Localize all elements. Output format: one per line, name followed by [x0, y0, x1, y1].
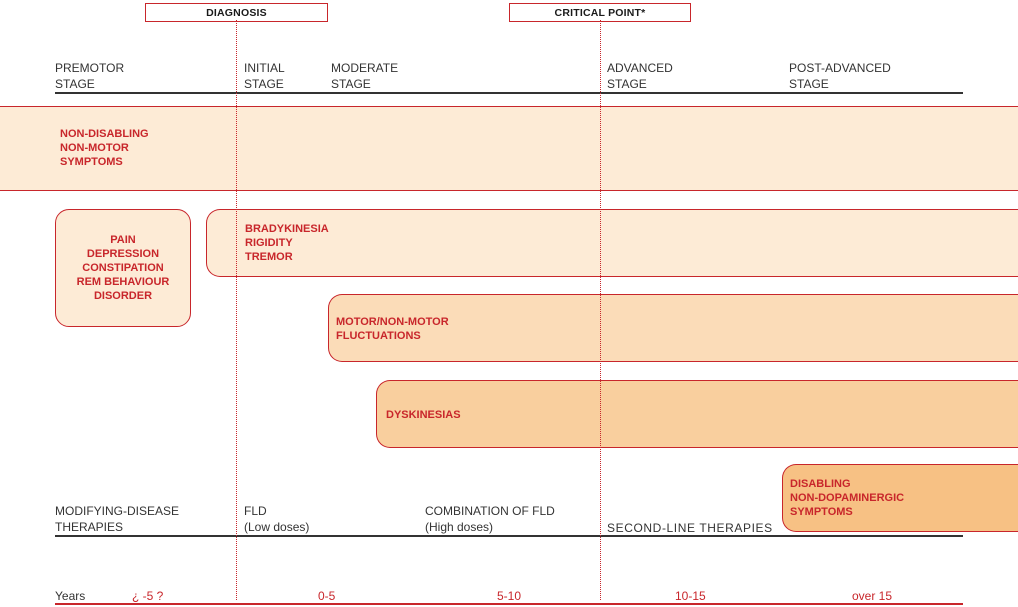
stage-advanced: [607, 60, 673, 92]
fluctuations-label: MOTOR/NON-MOTOR FLUCTUATIONS: [336, 316, 449, 342]
therapy-second-line: SECOND-LINE THERAPIES: [607, 521, 773, 535]
critical-point-label: CRITICAL POINT*: [554, 6, 646, 19]
stage-initial: [244, 60, 285, 92]
years-axis-label: Years: [55, 589, 86, 603]
stage-initial-line1: INITIAL: [244, 61, 285, 75]
dyskinesias-label: DYSKINESIAS: [386, 409, 461, 421]
stage-post-advanced: [789, 60, 891, 92]
year-5-10: 5-10: [497, 589, 522, 603]
stage-premotor-line1: PREMOTOR: [55, 61, 125, 75]
stage-underline: [55, 92, 963, 94]
motor-symptoms-label: BRADYKINESIA RIGIDITY TREMOR: [245, 223, 329, 263]
diagnosis-label: DIAGNOSIS: [206, 6, 267, 19]
non-disabling-band: [0, 106, 1018, 191]
stage-advanced-line2: STAGE: [607, 77, 647, 91]
years-underline: [55, 603, 963, 605]
dyskinesias-band: [376, 380, 1018, 448]
stage-post-advanced-line2: STAGE: [789, 77, 829, 91]
stage-moderate-line1: MODERATE: [331, 61, 399, 75]
stage-moderate-line2: STAGE: [331, 77, 371, 91]
disabling-label: DISABLING NON-DOPAMINERGIC SYMPTOMS: [790, 478, 905, 518]
stage-initial-line2: STAGE: [244, 77, 284, 91]
year-0-5: 0-5: [318, 589, 336, 603]
therapy-fld-high: COMBINATION OF FLD (High doses): [425, 504, 555, 534]
year-premotor: ¿ -5 ?: [132, 589, 164, 603]
critical-point-dotted-line: [600, 20, 601, 600]
stage-premotor: [55, 60, 124, 92]
non-disabling-label: NON-DISABLING NON-MOTOR SYMPTOMS: [60, 128, 149, 168]
stage-post-advanced-line1: POST-ADVANCED: [789, 61, 891, 75]
diagnosis-dotted-line: [236, 20, 237, 600]
therapy-modifying: MODIFYING-DISEASE THERAPIES: [55, 504, 180, 534]
stage-premotor-line2: STAGE: [55, 77, 95, 91]
therapies-underline: [55, 535, 963, 537]
stage-moderate: [331, 60, 398, 92]
year-10-15: 10-15: [675, 589, 706, 603]
therapy-fld-low: FLD (Low doses): [244, 504, 310, 534]
premotor-symptoms-label: PAIN DEPRESSION CONSTIPATION REM BEHAVIOUR DISORDER: [76, 234, 170, 302]
stage-advanced-line1: ADVANCED: [607, 61, 673, 75]
year-over-15: over 15: [852, 589, 893, 603]
